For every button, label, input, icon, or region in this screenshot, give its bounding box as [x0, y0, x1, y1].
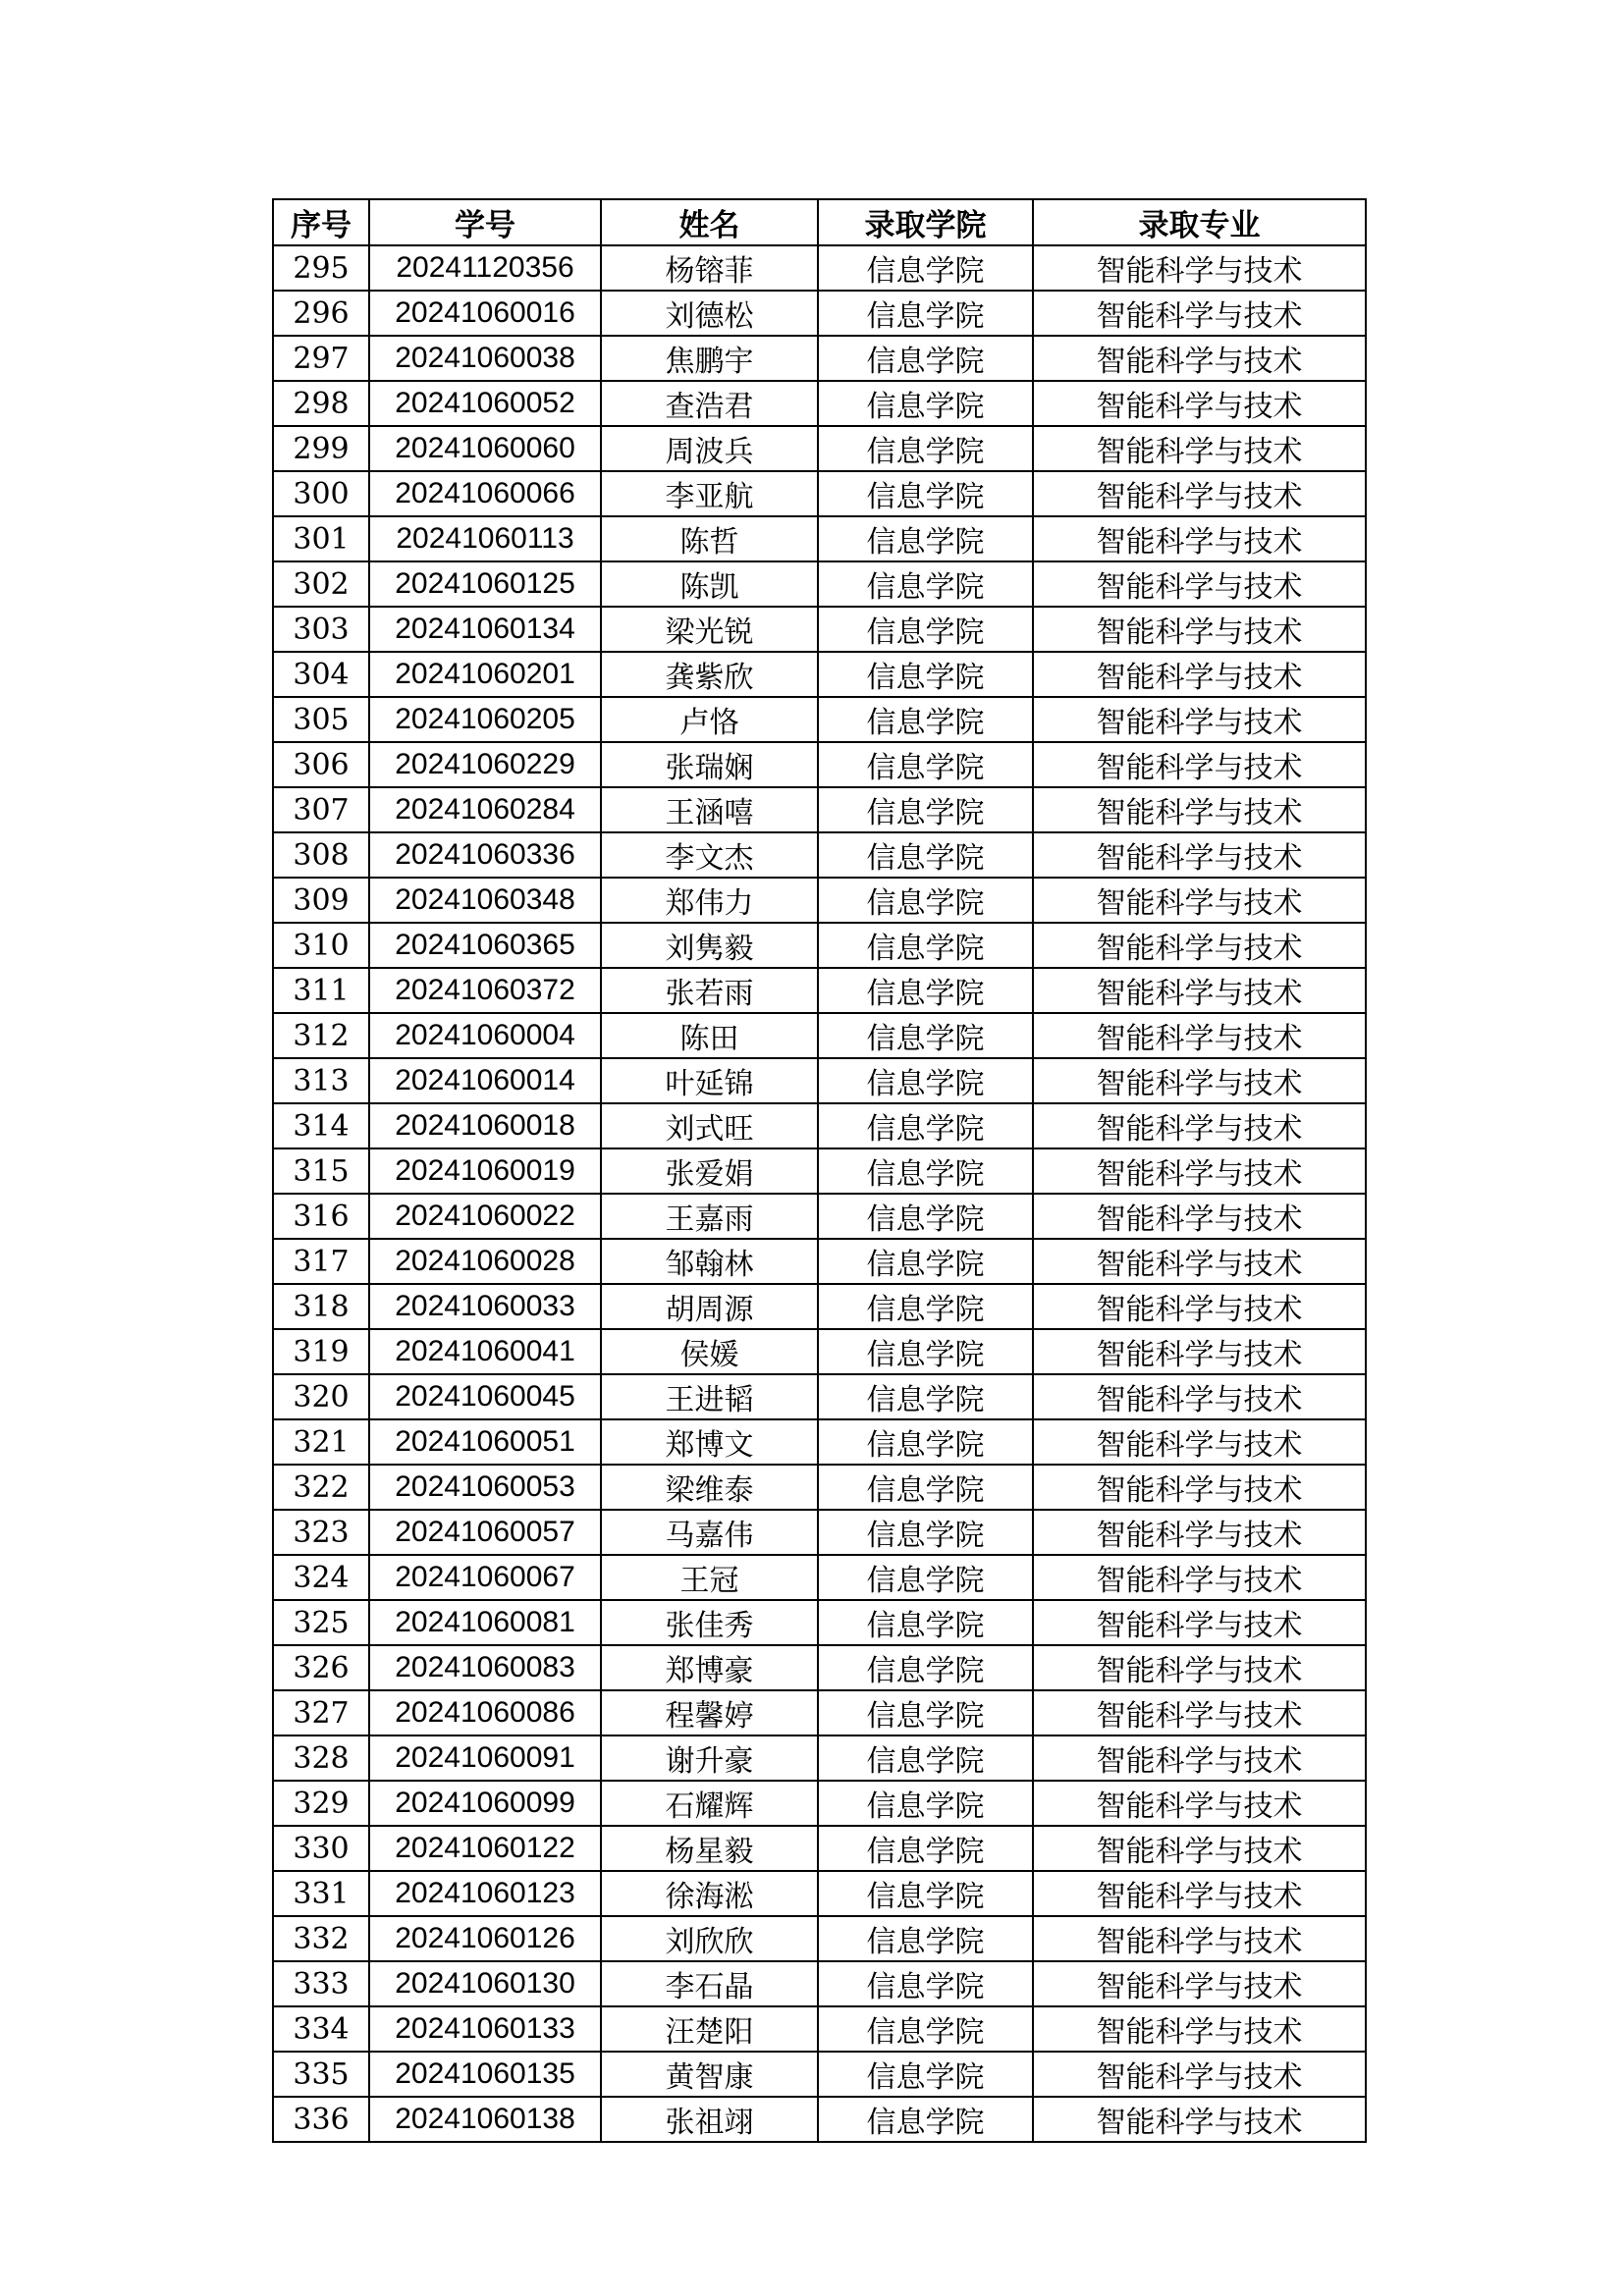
- cell-seq: 333: [273, 1961, 369, 2006]
- cell-name: 张爱娟: [601, 1148, 818, 1194]
- cell-major: 智能科学与技术: [1033, 968, 1366, 1013]
- cell-student-id: 20241060372: [369, 968, 601, 1013]
- cell-name: 谢升豪: [601, 1735, 818, 1781]
- cell-college: 信息学院: [818, 923, 1033, 968]
- table-row: [273, 832, 1366, 878]
- cell-major: 智能科学与技术: [1033, 426, 1366, 471]
- cell-student-id: 20241060122: [369, 1826, 601, 1871]
- cell-name: 李亚航: [601, 471, 818, 516]
- cell-name: 王涵嘻: [601, 787, 818, 832]
- cell-name: 张佳秀: [601, 1600, 818, 1645]
- cell-name: 刘式旺: [601, 1103, 818, 1148]
- cell-name: 张祖翊: [601, 2097, 818, 2142]
- cell-major: 智能科学与技术: [1033, 878, 1366, 923]
- header-row: [273, 199, 1366, 245]
- table-row: [273, 1058, 1366, 1103]
- cell-name: 刘隽毅: [601, 923, 818, 968]
- cell-seq: 327: [273, 1690, 369, 1735]
- cell-student-id: 20241060201: [369, 652, 601, 697]
- cell-college: 信息学院: [818, 1013, 1033, 1058]
- cell-seq: 303: [273, 607, 369, 652]
- cell-name: 周波兵: [601, 426, 818, 471]
- cell-seq: 315: [273, 1148, 369, 1194]
- cell-major: 智能科学与技术: [1033, 381, 1366, 426]
- table-row: [273, 1013, 1366, 1058]
- cell-student-id: 20241060123: [369, 1871, 601, 1916]
- cell-college: 信息学院: [818, 697, 1033, 742]
- cell-major: 智能科学与技术: [1033, 2006, 1366, 2052]
- cell-college: 信息学院: [818, 1329, 1033, 1374]
- cell-student-id: 20241060018: [369, 1103, 601, 1148]
- cell-major: 智能科学与技术: [1033, 1961, 1366, 2006]
- cell-name: 张瑞娴: [601, 742, 818, 787]
- table-row: [273, 2006, 1366, 2052]
- table-row: [273, 1148, 1366, 1194]
- table-row: [273, 1916, 1366, 1961]
- cell-name: 王嘉雨: [601, 1194, 818, 1239]
- cell-major: 智能科学与技术: [1033, 923, 1366, 968]
- cell-college: 信息学院: [818, 2052, 1033, 2097]
- cell-major: 智能科学与技术: [1033, 516, 1366, 561]
- cell-major: 智能科学与技术: [1033, 1645, 1366, 1690]
- cell-college: 信息学院: [818, 607, 1033, 652]
- cell-name: 陈凯: [601, 561, 818, 607]
- cell-seq: 323: [273, 1510, 369, 1555]
- cell-student-id: 20241060053: [369, 1465, 601, 1510]
- cell-seq: 322: [273, 1465, 369, 1510]
- cell-college: 信息学院: [818, 561, 1033, 607]
- cell-name: 马嘉伟: [601, 1510, 818, 1555]
- cell-college: 信息学院: [818, 832, 1033, 878]
- cell-name: 王进韬: [601, 1374, 818, 1419]
- table-row: [273, 561, 1366, 607]
- cell-student-id: 20241060041: [369, 1329, 601, 1374]
- cell-seq: 334: [273, 2006, 369, 2052]
- cell-name: 焦鹏宇: [601, 336, 818, 381]
- cell-student-id: 20241060067: [369, 1555, 601, 1600]
- cell-student-id: 20241060284: [369, 787, 601, 832]
- cell-major: 智能科学与技术: [1033, 697, 1366, 742]
- cell-student-id: 20241060229: [369, 742, 601, 787]
- cell-student-id: 20241060022: [369, 1194, 601, 1239]
- cell-college: 信息学院: [818, 1735, 1033, 1781]
- table-row: [273, 787, 1366, 832]
- table-row: [273, 1419, 1366, 1465]
- cell-major: 智能科学与技术: [1033, 1916, 1366, 1961]
- cell-name: 杨镕菲: [601, 245, 818, 291]
- cell-name: 邹翰林: [601, 1239, 818, 1284]
- cell-student-id: 20241060099: [369, 1781, 601, 1826]
- cell-student-id: 20241060051: [369, 1419, 601, 1465]
- cell-seq: 304: [273, 652, 369, 697]
- header-major: 录取专业: [1033, 199, 1366, 245]
- header-student-id: 学号: [369, 199, 601, 245]
- cell-college: 信息学院: [818, 968, 1033, 1013]
- cell-seq: 318: [273, 1284, 369, 1329]
- table-row: [273, 336, 1366, 381]
- cell-major: 智能科学与技术: [1033, 1510, 1366, 1555]
- cell-major: 智能科学与技术: [1033, 1013, 1366, 1058]
- cell-name: 梁维泰: [601, 1465, 818, 1510]
- cell-major: 智能科学与技术: [1033, 1239, 1366, 1284]
- cell-major: 智能科学与技术: [1033, 1284, 1366, 1329]
- table-row: [273, 381, 1366, 426]
- cell-seq: 300: [273, 471, 369, 516]
- cell-college: 信息学院: [818, 1645, 1033, 1690]
- cell-college: 信息学院: [818, 2097, 1033, 2142]
- cell-college: 信息学院: [818, 1194, 1033, 1239]
- cell-seq: 306: [273, 742, 369, 787]
- cell-seq: 312: [273, 1013, 369, 1058]
- cell-college: 信息学院: [818, 878, 1033, 923]
- table-body: [273, 245, 1366, 2142]
- table-row: [273, 2052, 1366, 2097]
- cell-name: 石耀辉: [601, 1781, 818, 1826]
- cell-name: 卢恪: [601, 697, 818, 742]
- table-row: [273, 1374, 1366, 1419]
- table-row: [273, 1284, 1366, 1329]
- cell-student-id: 20241060033: [369, 1284, 601, 1329]
- cell-student-id: 20241060205: [369, 697, 601, 742]
- cell-student-id: 20241060138: [369, 2097, 601, 2142]
- table-row: [273, 1194, 1366, 1239]
- cell-major: 智能科学与技术: [1033, 1329, 1366, 1374]
- cell-college: 信息学院: [818, 1465, 1033, 1510]
- table-row: [273, 607, 1366, 652]
- cell-name: 查浩君: [601, 381, 818, 426]
- cell-major: 智能科学与技术: [1033, 607, 1366, 652]
- cell-college: 信息学院: [818, 742, 1033, 787]
- table-row: [273, 516, 1366, 561]
- cell-major: 智能科学与技术: [1033, 1690, 1366, 1735]
- cell-student-id: 20241060113: [369, 516, 601, 561]
- cell-seq: 298: [273, 381, 369, 426]
- cell-seq: 325: [273, 1600, 369, 1645]
- cell-seq: 305: [273, 697, 369, 742]
- cell-major: 智能科学与技术: [1033, 245, 1366, 291]
- cell-college: 信息学院: [818, 381, 1033, 426]
- cell-name: 陈哲: [601, 516, 818, 561]
- cell-name: 黄智康: [601, 2052, 818, 2097]
- cell-seq: 297: [273, 336, 369, 381]
- cell-name: 侯媛: [601, 1329, 818, 1374]
- cell-seq: 329: [273, 1781, 369, 1826]
- cell-seq: 295: [273, 245, 369, 291]
- cell-name: 刘德松: [601, 291, 818, 336]
- cell-seq: 321: [273, 1419, 369, 1465]
- header-name: 姓名: [601, 199, 818, 245]
- cell-major: 智能科学与技术: [1033, 787, 1366, 832]
- cell-student-id: 20241060130: [369, 1961, 601, 2006]
- table-row: [273, 742, 1366, 787]
- cell-student-id: 20241060091: [369, 1735, 601, 1781]
- cell-student-id: 20241060057: [369, 1510, 601, 1555]
- cell-college: 信息学院: [818, 1510, 1033, 1555]
- cell-name: 叶延锦: [601, 1058, 818, 1103]
- cell-student-id: 20241060066: [369, 471, 601, 516]
- cell-seq: 326: [273, 1645, 369, 1690]
- table-row: [273, 1826, 1366, 1871]
- cell-major: 智能科学与技术: [1033, 1735, 1366, 1781]
- cell-major: 智能科学与技术: [1033, 742, 1366, 787]
- cell-name: 王冠: [601, 1555, 818, 1600]
- cell-student-id: 20241060045: [369, 1374, 601, 1419]
- header-college: 录取学院: [818, 199, 1033, 245]
- cell-college: 信息学院: [818, 1419, 1033, 1465]
- table-header: [273, 199, 1366, 245]
- cell-student-id: 20241060019: [369, 1148, 601, 1194]
- cell-student-id: 20241060004: [369, 1013, 601, 1058]
- cell-name: 刘欣欣: [601, 1916, 818, 1961]
- cell-seq: 331: [273, 1871, 369, 1916]
- cell-seq: 335: [273, 2052, 369, 2097]
- cell-name: 陈田: [601, 1013, 818, 1058]
- cell-name: 汪楚阳: [601, 2006, 818, 2052]
- cell-major: 智能科学与技术: [1033, 1103, 1366, 1148]
- table-row: [273, 968, 1366, 1013]
- cell-college: 信息学院: [818, 1600, 1033, 1645]
- table-row: [273, 2097, 1366, 2142]
- cell-major: 智能科学与技术: [1033, 1419, 1366, 1465]
- header-seq: 序号: [273, 199, 369, 245]
- cell-seq: 317: [273, 1239, 369, 1284]
- cell-major: 智能科学与技术: [1033, 291, 1366, 336]
- cell-college: 信息学院: [818, 1781, 1033, 1826]
- cell-college: 信息学院: [818, 652, 1033, 697]
- cell-college: 信息学院: [818, 1961, 1033, 2006]
- cell-college: 信息学院: [818, 1555, 1033, 1600]
- cell-name: 李石晶: [601, 1961, 818, 2006]
- cell-major: 智能科学与技术: [1033, 471, 1366, 516]
- cell-college: 信息学院: [818, 516, 1033, 561]
- cell-student-id: 20241060060: [369, 426, 601, 471]
- cell-name: 梁光锐: [601, 607, 818, 652]
- table-row: [273, 923, 1366, 968]
- cell-student-id: 20241060038: [369, 336, 601, 381]
- cell-major: 智能科学与技术: [1033, 652, 1366, 697]
- cell-seq: 330: [273, 1826, 369, 1871]
- cell-major: 智能科学与技术: [1033, 561, 1366, 607]
- cell-major: 智能科学与技术: [1033, 832, 1366, 878]
- table-row: [273, 426, 1366, 471]
- cell-college: 信息学院: [818, 245, 1033, 291]
- cell-major: 智能科学与技术: [1033, 1871, 1366, 1916]
- cell-seq: 302: [273, 561, 369, 607]
- cell-name: 郑伟力: [601, 878, 818, 923]
- cell-major: 智能科学与技术: [1033, 1374, 1366, 1419]
- cell-seq: 296: [273, 291, 369, 336]
- table-row: [273, 1871, 1366, 1916]
- cell-student-id: 20241060336: [369, 832, 601, 878]
- table-row: [273, 245, 1366, 291]
- cell-student-id: 20241060083: [369, 1645, 601, 1690]
- cell-college: 信息学院: [818, 1871, 1033, 1916]
- cell-name: 张若雨: [601, 968, 818, 1013]
- cell-college: 信息学院: [818, 1374, 1033, 1419]
- cell-college: 信息学院: [818, 1239, 1033, 1284]
- cell-seq: 324: [273, 1555, 369, 1600]
- cell-student-id: 20241060016: [369, 291, 601, 336]
- table-row: [273, 1329, 1366, 1374]
- cell-major: 智能科学与技术: [1033, 2097, 1366, 2142]
- cell-major: 智能科学与技术: [1033, 2052, 1366, 2097]
- table-row: [273, 697, 1366, 742]
- table-row: [273, 1600, 1366, 1645]
- cell-name: 程馨婷: [601, 1690, 818, 1735]
- cell-seq: 307: [273, 787, 369, 832]
- cell-major: 智能科学与技术: [1033, 1555, 1366, 1600]
- cell-college: 信息学院: [818, 787, 1033, 832]
- cell-college: 信息学院: [818, 1826, 1033, 1871]
- table-row: [273, 471, 1366, 516]
- table-row: [273, 1239, 1366, 1284]
- cell-seq: 336: [273, 2097, 369, 2142]
- cell-major: 智能科学与技术: [1033, 336, 1366, 381]
- cell-major: 智能科学与技术: [1033, 1148, 1366, 1194]
- cell-name: 郑博豪: [601, 1645, 818, 1690]
- cell-college: 信息学院: [818, 291, 1033, 336]
- cell-seq: 316: [273, 1194, 369, 1239]
- cell-major: 智能科学与技术: [1033, 1826, 1366, 1871]
- cell-name: 龚紫欣: [601, 652, 818, 697]
- cell-name: 徐海淞: [601, 1871, 818, 1916]
- table-row: [273, 1690, 1366, 1735]
- cell-college: 信息学院: [818, 1148, 1033, 1194]
- cell-major: 智能科学与技术: [1033, 1194, 1366, 1239]
- cell-seq: 313: [273, 1058, 369, 1103]
- cell-name: 郑博文: [601, 1419, 818, 1465]
- table-row: [273, 1645, 1366, 1690]
- cell-seq: 301: [273, 516, 369, 561]
- cell-student-id: 20241060028: [369, 1239, 601, 1284]
- table-row: [273, 291, 1366, 336]
- table-row: [273, 1103, 1366, 1148]
- cell-seq: 332: [273, 1916, 369, 1961]
- cell-student-id: 20241060365: [369, 923, 601, 968]
- cell-college: 信息学院: [818, 1284, 1033, 1329]
- cell-student-id: 20241060348: [369, 878, 601, 923]
- cell-name: 李文杰: [601, 832, 818, 878]
- cell-seq: 310: [273, 923, 369, 968]
- cell-college: 信息学院: [818, 471, 1033, 516]
- cell-seq: 320: [273, 1374, 369, 1419]
- cell-student-id: 20241060086: [369, 1690, 601, 1735]
- table-row: [273, 1735, 1366, 1781]
- cell-seq: 309: [273, 878, 369, 923]
- cell-seq: 314: [273, 1103, 369, 1148]
- cell-student-id: 20241060052: [369, 381, 601, 426]
- cell-seq: 328: [273, 1735, 369, 1781]
- cell-major: 智能科学与技术: [1033, 1465, 1366, 1510]
- cell-college: 信息学院: [818, 1103, 1033, 1148]
- table-row: [273, 1961, 1366, 2006]
- cell-college: 信息学院: [818, 1916, 1033, 1961]
- cell-seq: 319: [273, 1329, 369, 1374]
- cell-college: 信息学院: [818, 1690, 1033, 1735]
- table-row: [273, 652, 1366, 697]
- cell-student-id: 20241060133: [369, 2006, 601, 2052]
- admission-table: [272, 198, 1367, 2143]
- cell-student-id: 20241060014: [369, 1058, 601, 1103]
- cell-major: 智能科学与技术: [1033, 1058, 1366, 1103]
- cell-student-id: 20241120356: [369, 245, 601, 291]
- cell-major: 智能科学与技术: [1033, 1781, 1366, 1826]
- cell-college: 信息学院: [818, 426, 1033, 471]
- cell-college: 信息学院: [818, 1058, 1033, 1103]
- cell-student-id: 20241060126: [369, 1916, 601, 1961]
- cell-major: 智能科学与技术: [1033, 1600, 1366, 1645]
- cell-college: 信息学院: [818, 2006, 1033, 2052]
- cell-student-id: 20241060135: [369, 2052, 601, 2097]
- cell-seq: 299: [273, 426, 369, 471]
- table-row: [273, 1510, 1366, 1555]
- cell-name: 杨星毅: [601, 1826, 818, 1871]
- table-row: [273, 1781, 1366, 1826]
- cell-student-id: 20241060081: [369, 1600, 601, 1645]
- table-row: [273, 1555, 1366, 1600]
- cell-student-id: 20241060125: [369, 561, 601, 607]
- cell-name: 胡周源: [601, 1284, 818, 1329]
- cell-seq: 308: [273, 832, 369, 878]
- cell-college: 信息学院: [818, 336, 1033, 381]
- table-row: [273, 1465, 1366, 1510]
- cell-student-id: 20241060134: [369, 607, 601, 652]
- cell-seq: 311: [273, 968, 369, 1013]
- table-row: [273, 878, 1366, 923]
